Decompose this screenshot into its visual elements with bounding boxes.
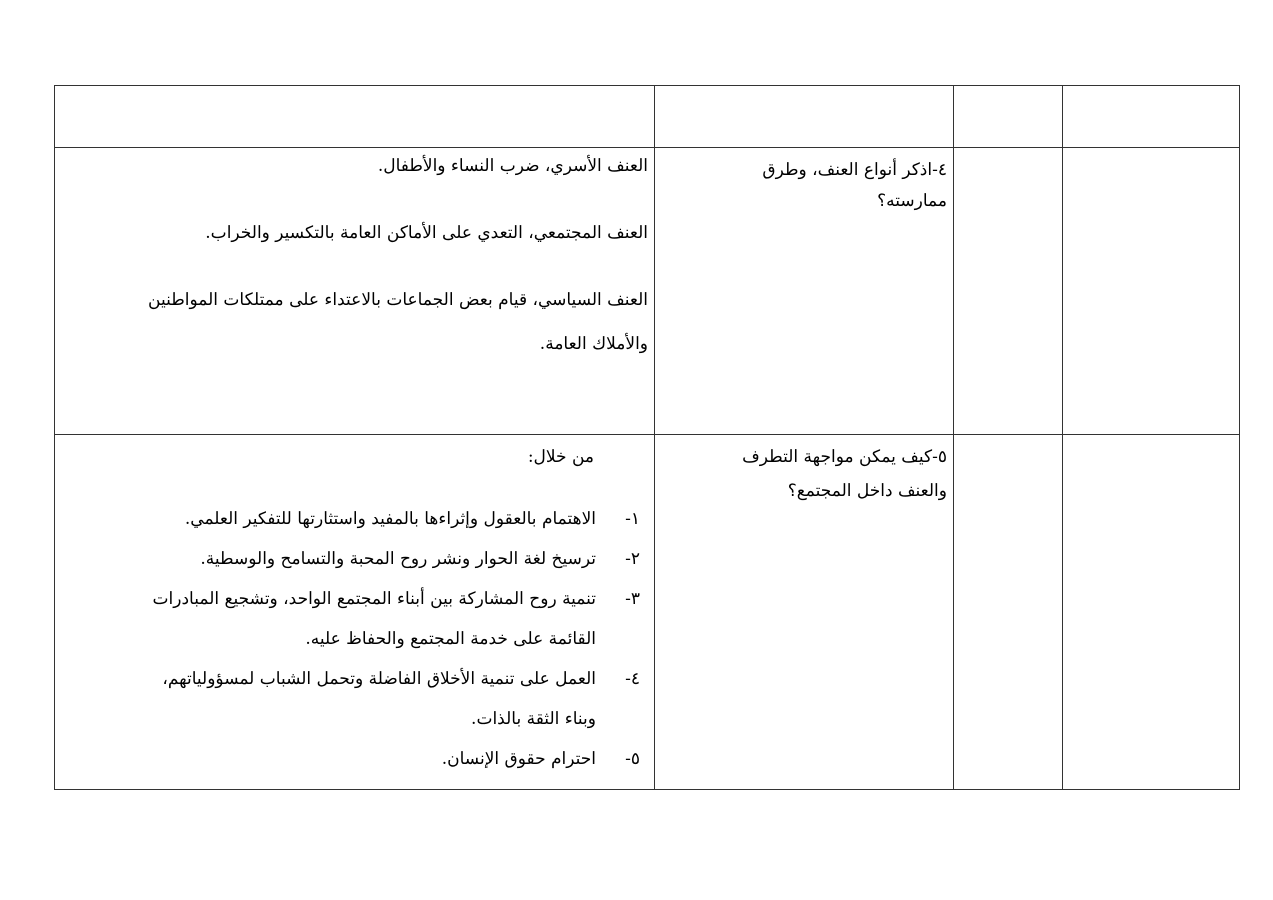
table-row — [55, 148, 1240, 435]
header-cell — [55, 86, 655, 148]
list-number: ٤- — [625, 669, 640, 689]
list-item-line: ترسيخ لغة الحوار ونشر روح المحبة والتسامح والوسطية. — [200, 549, 596, 569]
question-text — [655, 148, 953, 212]
list-number: ٢- — [625, 549, 640, 569]
spacer — [63, 247, 648, 287]
question-text — [655, 435, 953, 505]
list-item-text — [63, 499, 596, 539]
list-item — [63, 739, 648, 779]
question-line: ممارسته؟ — [877, 191, 947, 211]
list-item — [63, 499, 648, 539]
list-item-text — [63, 659, 596, 739]
answer-line: العنف الأسري، ضرب النساء والأطفال. — [377, 156, 648, 176]
answer-cell — [55, 435, 655, 790]
list-item-line: العمل على تنمية الأخلاق الفاضلة وتحمل الشباب لمسؤولياتهم، — [162, 669, 596, 689]
question-line: ٥-كيف يمكن مواجهة التطرف — [742, 447, 947, 467]
answer-text — [55, 437, 654, 779]
table-header-row — [55, 86, 1240, 148]
list-item-text — [63, 739, 596, 779]
list-item — [63, 579, 648, 659]
answer-intro: من خلال: — [527, 447, 594, 467]
answer-text — [55, 153, 654, 374]
question-line: ٤-اذكر أنواع العنف، وطرق — [762, 160, 947, 180]
list-item — [63, 659, 648, 739]
list-item-line: تنمية روح المشاركة بين أبناء المجتمع الواحد، وتشجيع المبادرات — [152, 589, 596, 609]
list-item-line: احترام حقوق الإنسان. — [441, 749, 596, 769]
empty-cell — [954, 435, 1063, 790]
list-item-text — [63, 579, 596, 659]
question-cell — [655, 148, 954, 435]
header-cell — [1063, 86, 1240, 148]
list-number: ٣- — [625, 589, 640, 609]
numbered-list — [63, 499, 648, 779]
list-item-line: الاهتمام بالعقول وإثراءها بالمفيد واستثارتها للتفكير العلمي. — [184, 509, 596, 529]
answer-line: والأملاك العامة. — [539, 334, 648, 354]
list-item — [63, 539, 648, 579]
list-item-line: القائمة على خدمة المجتمع والحفاظ عليه. — [305, 629, 596, 649]
spacer — [63, 477, 648, 499]
question-cell — [655, 435, 954, 790]
list-number: ١- — [625, 509, 640, 529]
list-number: ٥- — [625, 749, 640, 769]
empty-cell — [954, 148, 1063, 435]
table-row — [55, 435, 1240, 790]
question-line: والعنف داخل المجتمع؟ — [787, 481, 947, 501]
empty-cell — [1063, 435, 1240, 790]
answer-line: العنف المجتمعي، التعدي على الأماكن العامة بالتكسير والخراب. — [205, 223, 648, 243]
header-cell — [954, 86, 1063, 148]
header-cell — [655, 86, 954, 148]
answer-line: العنف السياسي، قيام بعض الجماعات بالاعتداء على ممتلكات المواطنين — [148, 290, 648, 310]
answers-table — [54, 85, 1240, 790]
list-item-line: وبناء الثقة بالذات. — [471, 709, 596, 729]
spacer — [63, 180, 648, 220]
empty-cell — [1063, 148, 1240, 435]
answer-cell — [55, 148, 655, 435]
list-item-text — [63, 539, 596, 579]
